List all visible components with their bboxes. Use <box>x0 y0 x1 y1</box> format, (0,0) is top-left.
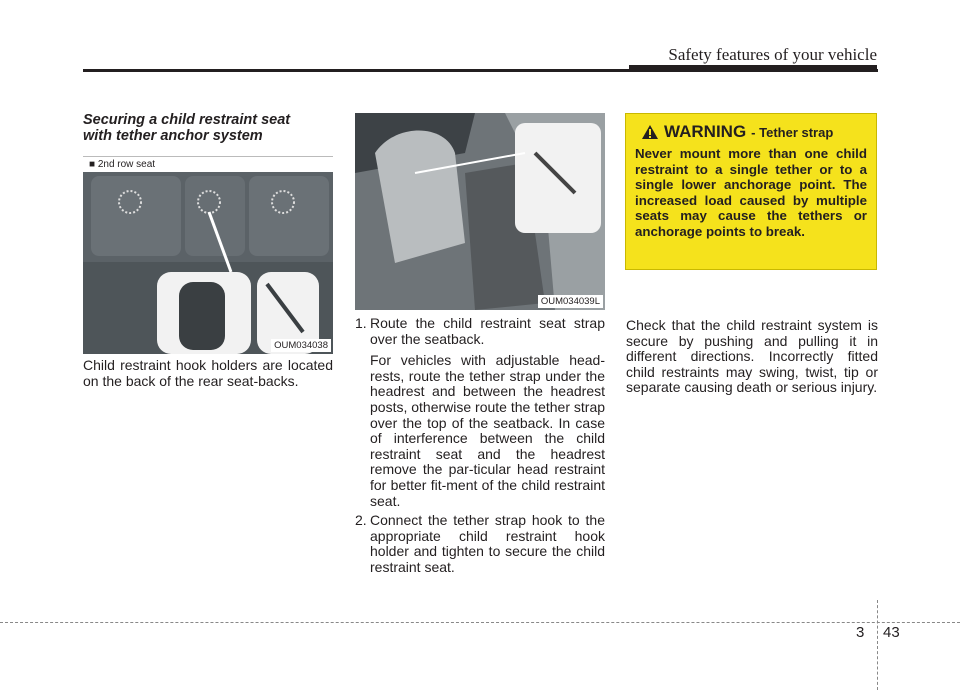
figure-tag-label: 2nd row seat <box>97 159 156 170</box>
list-item <box>355 316 605 509</box>
section-title-line2: with tether anchor system <box>83 128 263 144</box>
warning-box <box>625 113 877 270</box>
figure-code: OUM034038 <box>271 339 331 352</box>
page-number: 43 <box>883 624 900 641</box>
tether-routing-illustration <box>355 113 605 310</box>
steps-list <box>355 316 605 580</box>
list-item <box>355 513 605 575</box>
chapter-number: 3 <box>856 624 865 641</box>
running-header: Safety features of your vehicle <box>668 45 877 64</box>
check-paragraph: Check that the child restraint system is secure by pushing and pulling it in different directions. Incorrectly fitted child restraints may swing, twist, tip or separate causing death or serious injury. <box>626 317 878 396</box>
section-title-line1: Securing a child restraint seat <box>83 112 291 128</box>
header-accent-bar <box>629 65 877 70</box>
figure-seatback-hook-holders <box>83 156 333 354</box>
step-text: Connect the tether strap hook to the appropriate child restraint hook holder and tighten to secure the child restraint seat. <box>370 512 605 575</box>
step-text: Route the child restraint seat strap over the seatback. <box>370 315 605 347</box>
figure-code: OUM034039L <box>538 295 603 308</box>
figure-tether-routing <box>355 113 605 310</box>
warning-title: WARNING <box>664 122 747 141</box>
square-bullet-icon: ■ <box>89 159 98 170</box>
step-number: 1. <box>355 315 367 331</box>
figure-tag <box>83 156 333 172</box>
step-number: 2. <box>355 512 367 529</box>
step-subtext: For vehicles with adjustable head-rests, route the tether strap under the headrest and between the headrest posts, otherwise route the tether strap over the top of the seatback. In case of interference between the child restraint seat and the headrest remove the par-ticular head restraint for better fit-ment of the child restraint seat. <box>370 352 606 509</box>
warning-subtitle: - Tether strap <box>751 124 834 140</box>
seatback-illustration <box>83 172 333 354</box>
section-title <box>83 112 343 144</box>
figure-seatback-image <box>83 172 333 354</box>
warning-triangle-icon <box>641 124 659 140</box>
footer-divider <box>877 600 878 690</box>
warning-header <box>641 122 867 142</box>
warning-text: Never mount more than one child restraint to a single tether or to a single lower anchorage point. The increased load caused by multiple seats may cause the tethers or anchorage points to break. <box>635 146 867 239</box>
footer-rule <box>0 622 960 623</box>
intro-paragraph: Child restraint hook holders are located on the back of the rear seat-backs. <box>83 357 333 389</box>
